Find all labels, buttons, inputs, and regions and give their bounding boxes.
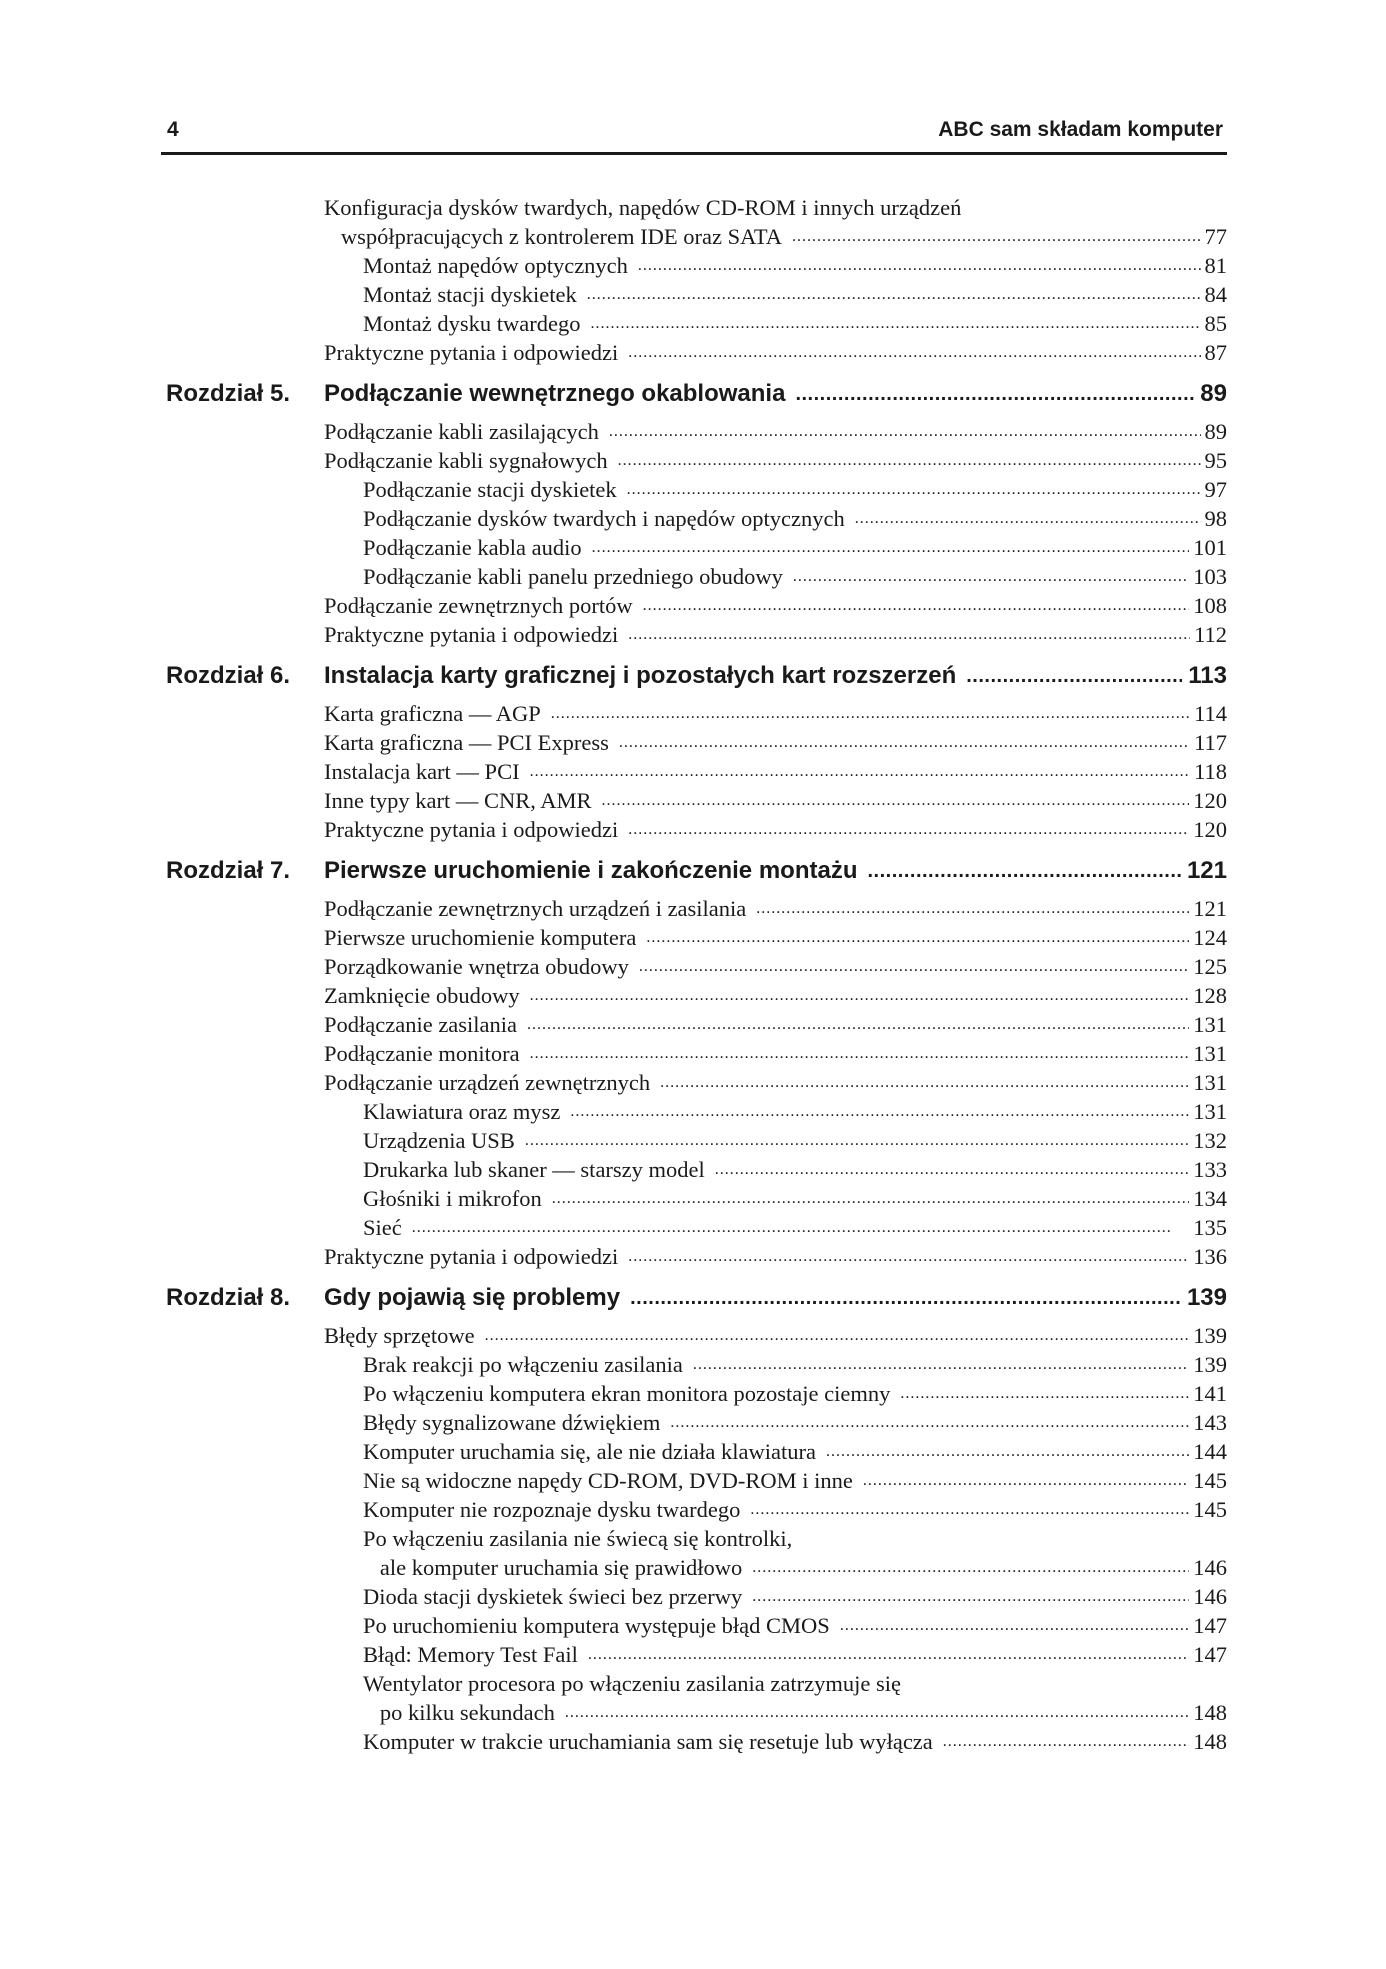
- entry-page-number: 143: [1193, 1410, 1227, 1435]
- toc-entry: [161, 591, 1227, 620]
- dot-leader: [693, 1350, 1189, 1379]
- entry-page-number: 139: [1186, 1284, 1227, 1311]
- entry-page-number: 131: [1193, 1012, 1227, 1037]
- entry-page-number: 139: [1193, 1323, 1227, 1348]
- entry-title: Po uruchomieniu komputera występuje błąd CMOS: [363, 1613, 830, 1638]
- toc-entry: [161, 894, 1227, 923]
- toc-entry: [161, 1213, 1227, 1242]
- toc-entry: [161, 562, 1227, 591]
- toc-entry: [161, 1126, 1227, 1155]
- dot-leader: [660, 1068, 1189, 1097]
- entry-title: Praktyczne pytania i odpowiedzi: [324, 1244, 619, 1269]
- entry-page-number: 87: [1204, 340, 1227, 365]
- entry-title: Podłączanie kabla audio: [363, 535, 582, 560]
- entry-title: Montaż stacji dyskietek: [363, 282, 577, 307]
- toc-entry: [161, 1698, 1227, 1727]
- dot-leader: [628, 620, 1190, 649]
- entry-title: Podłączanie dysków twardych i napędów optycznych: [363, 506, 845, 531]
- dot-leader: [750, 1495, 1189, 1524]
- entry-title: Podłączanie kabli sygnałowych: [324, 448, 608, 473]
- toc-entry: [161, 1640, 1227, 1669]
- entry-page-number: 108: [1193, 593, 1227, 618]
- entry-title: Konfiguracja dysków twardych, napędów CD-ROM i innych urządzeń: [324, 195, 962, 220]
- toc-entry: [161, 1495, 1227, 1524]
- dot-leader: [485, 1321, 1190, 1350]
- entry-page-number: 112: [1194, 622, 1227, 647]
- toc-entry: [161, 981, 1227, 1010]
- entry-page-number: 131: [1193, 1099, 1227, 1124]
- toc-entry: [161, 1010, 1227, 1039]
- entry-title: Głośniki i mikrofon: [363, 1186, 542, 1211]
- entry-page-number: 148: [1193, 1700, 1227, 1725]
- entry-title: Praktyczne pytania i odpowiedzi: [324, 622, 619, 647]
- entry-page-number: 135: [1193, 1215, 1227, 1240]
- entry-title: Podłączanie zasilania: [324, 1012, 518, 1037]
- entry-page-number: 121: [1193, 896, 1227, 921]
- dot-leader: [756, 894, 1189, 923]
- dot-leader: [551, 699, 1190, 728]
- table-of-contents: [161, 193, 1227, 1756]
- entry-title: Podłączanie zewnętrznych urządzeń i zasilania: [324, 896, 747, 921]
- entry-page-number: 132: [1193, 1128, 1227, 1153]
- entry-page-number: 120: [1193, 788, 1227, 813]
- dot-leader: [530, 757, 1191, 786]
- dot-leader: [619, 728, 1190, 757]
- entry-title: Błąd: Memory Test Fail: [363, 1642, 578, 1667]
- entry-page-number: 145: [1193, 1468, 1227, 1493]
- dot-leader: [752, 1553, 1189, 1582]
- toc-entry: [161, 786, 1227, 815]
- entry-title: Klawiatura oraz mysz: [363, 1099, 561, 1124]
- entry-title: Karta graficzna — PCI Express: [324, 730, 609, 755]
- toc-entry: [161, 1408, 1227, 1437]
- toc-entry: [161, 338, 1227, 367]
- dot-leader: [570, 1097, 1189, 1126]
- entry-page-number: 103: [1193, 564, 1227, 589]
- entry-title: Podłączanie urządzeń zewnętrznych: [324, 1070, 651, 1095]
- dot-leader: [855, 504, 1201, 533]
- toc-entry: [161, 952, 1227, 981]
- toc-entry: [161, 1437, 1227, 1466]
- toc-entry: [161, 193, 1227, 222]
- entry-title: Inne typy kart — CNR, AMR: [324, 788, 592, 813]
- dot-leader: [795, 371, 1194, 417]
- entry-title: Nie są widoczne napędy CD-ROM, DVD-ROM i inne: [363, 1468, 853, 1493]
- entry-title: Błędy sprzętowe: [324, 1323, 475, 1348]
- toc-entry: [161, 280, 1227, 309]
- entry-page-number: 144: [1193, 1439, 1227, 1464]
- entry-page-number: 81: [1204, 253, 1227, 278]
- entry-page-number: 128: [1193, 983, 1227, 1008]
- dot-leader: [587, 280, 1201, 309]
- chapter-label: Rozdział 5.: [166, 380, 291, 407]
- entry-page-number: 131: [1193, 1070, 1227, 1095]
- entry-title: ale komputer uruchamia się prawidłowo: [363, 1555, 743, 1580]
- dot-leader: [627, 475, 1201, 504]
- toc-entry: [161, 1097, 1227, 1126]
- entry-page-number: 120: [1193, 817, 1227, 842]
- dot-leader: [592, 533, 1190, 562]
- toc-entry: [161, 475, 1227, 504]
- toc-entry: [161, 446, 1227, 475]
- book-title: ABC sam składam komputer: [938, 118, 1223, 141]
- dot-leader: [646, 923, 1189, 952]
- entry-page-number: 89: [1200, 380, 1227, 407]
- toc-entry: [161, 533, 1227, 562]
- toc-entry: [161, 757, 1227, 786]
- entry-page-number: 136: [1193, 1244, 1227, 1269]
- entry-title: Dioda stacji dyskietek świeci bez przerwy: [363, 1584, 743, 1609]
- dot-leader: [670, 1408, 1189, 1437]
- toc-entry: [161, 504, 1227, 533]
- dot-leader: [643, 591, 1190, 620]
- chapter-label: Rozdział 8.: [166, 1284, 291, 1311]
- toc-entry: [161, 815, 1227, 844]
- dot-leader: [609, 417, 1201, 446]
- entry-page-number: 124: [1193, 925, 1227, 950]
- toc-entry: [161, 1553, 1227, 1582]
- dot-leader: [530, 1039, 1190, 1068]
- dot-leader: [966, 653, 1182, 699]
- toc-entry: [161, 222, 1227, 251]
- entry-page-number: 121: [1186, 857, 1227, 884]
- entry-title: współpracujących z kontrolerem IDE oraz SATA: [324, 224, 783, 249]
- chapter-label: Rozdział 7.: [166, 857, 291, 884]
- entry-page-number: 131: [1193, 1041, 1227, 1066]
- toc-entry: [161, 1727, 1227, 1756]
- toc-entry: [161, 251, 1227, 280]
- toc-entry: [161, 1524, 1227, 1553]
- entry-page-number: 113: [1188, 662, 1227, 689]
- dot-leader: [527, 1010, 1189, 1039]
- entry-page-number: 146: [1193, 1584, 1227, 1609]
- toc-entry: [161, 417, 1227, 446]
- dot-leader: [840, 1611, 1189, 1640]
- entry-title: Podłączanie wewnętrznego okablowania: [324, 380, 786, 407]
- dot-leader: [628, 1242, 1189, 1271]
- entry-page-number: 117: [1194, 730, 1227, 755]
- entry-title: Komputer w trakcie uruchamiania sam się resetuje lub wyłącza: [363, 1729, 933, 1754]
- dot-leader: [638, 251, 1201, 280]
- entry-page-number: 145: [1193, 1497, 1227, 1522]
- entry-page-number: 77: [1204, 224, 1227, 249]
- dot-leader: [628, 338, 1200, 367]
- entry-title: Praktyczne pytania i odpowiedzi: [324, 817, 619, 842]
- dot-leader: [900, 1379, 1189, 1408]
- toc-entry: [161, 1184, 1227, 1213]
- toc-entry: [161, 1466, 1227, 1495]
- entry-page-number: 114: [1194, 701, 1227, 726]
- entry-page-number: 97: [1204, 477, 1227, 502]
- entry-title: Drukarka lub skaner — starszy model: [363, 1157, 705, 1182]
- entry-page-number: 139: [1193, 1352, 1227, 1377]
- entry-title: Komputer nie rozpoznaje dysku twardego: [363, 1497, 741, 1522]
- toc-entry: [161, 1321, 1227, 1350]
- entry-title: Montaż dysku twardego: [363, 311, 581, 336]
- entry-page-number: 85: [1204, 311, 1227, 336]
- entry-page-number: 147: [1193, 1642, 1227, 1667]
- entry-title: Gdy pojawią się problemy: [324, 1284, 621, 1311]
- toc-entry: [161, 1242, 1227, 1271]
- entry-title: Po włączeniu komputera ekran monitora pozostaje ciemny: [363, 1381, 891, 1406]
- toc-entry: [161, 1068, 1227, 1097]
- dot-leader: [588, 1640, 1189, 1669]
- entry-page-number: 134: [1193, 1186, 1227, 1211]
- entry-page-number: 118: [1194, 759, 1227, 784]
- entry-title: po kilku sekundach: [363, 1700, 555, 1725]
- dot-leader: [943, 1727, 1189, 1756]
- entry-page-number: 98: [1204, 506, 1227, 531]
- toc-chapter-heading: [161, 1275, 1227, 1321]
- dot-leader: [602, 786, 1190, 815]
- entry-page-number: 147: [1193, 1613, 1227, 1638]
- dot-leader: [618, 446, 1201, 475]
- running-header: [161, 116, 1227, 155]
- entry-page-number: 146: [1193, 1555, 1227, 1580]
- entry-title: Podłączanie monitora: [324, 1041, 520, 1066]
- entry-page-number: 89: [1204, 419, 1227, 444]
- dot-leader: [793, 562, 1189, 591]
- toc-chapter-heading: [161, 848, 1227, 894]
- dot-leader: [412, 1213, 1190, 1242]
- dot-leader: [863, 1466, 1189, 1495]
- entry-title: Pierwsze uruchomienie i zakończenie montażu: [324, 857, 858, 884]
- toc-entry: [161, 1379, 1227, 1408]
- chapter-label: Rozdział 6.: [166, 662, 291, 689]
- toc-entry: [161, 923, 1227, 952]
- entry-page-number: 84: [1204, 282, 1227, 307]
- entry-title: Urządzenia USB: [363, 1128, 515, 1153]
- entry-title: Karta graficzna — AGP: [324, 701, 541, 726]
- entry-page-number: 125: [1193, 954, 1227, 979]
- dot-leader: [530, 981, 1190, 1010]
- entry-title: Sieć: [363, 1215, 402, 1240]
- entry-title: Zamknięcie obudowy: [324, 983, 520, 1008]
- entry-title: Po włączeniu zasilania nie świecą się kontrolki,: [363, 1526, 793, 1551]
- dot-leader: [867, 848, 1180, 894]
- toc-entry: [161, 1582, 1227, 1611]
- entry-title: Porządkowanie wnętrza obudowy: [324, 954, 629, 979]
- entry-page-number: 141: [1193, 1381, 1227, 1406]
- entry-title: Instalacja kart — PCI: [324, 759, 520, 784]
- toc-entry: [161, 1669, 1227, 1698]
- page-number: 4: [167, 118, 179, 141]
- dot-leader: [715, 1155, 1189, 1184]
- entry-title: Błędy sygnalizowane dźwiękiem: [363, 1410, 661, 1435]
- entry-title: Brak reakcji po włączeniu zasilania: [363, 1352, 683, 1377]
- entry-title: Montaż napędów optycznych: [363, 253, 628, 278]
- dot-leader: [552, 1184, 1190, 1213]
- dot-leader: [590, 309, 1200, 338]
- entry-page-number: 95: [1204, 448, 1227, 473]
- toc-entry: [161, 1611, 1227, 1640]
- dot-leader: [565, 1698, 1189, 1727]
- dot-leader: [826, 1437, 1189, 1466]
- toc-entry: [161, 309, 1227, 338]
- dot-leader: [792, 222, 1200, 251]
- entry-title: Komputer uruchamia się, ale nie działa klawiatura: [363, 1439, 816, 1464]
- dot-leader: [639, 952, 1189, 981]
- dot-leader: [630, 1275, 1181, 1321]
- entry-page-number: 101: [1193, 535, 1227, 560]
- entry-title: Podłączanie kabli zasilających: [324, 419, 599, 444]
- entry-title: Podłączanie zewnętrznych portów: [324, 593, 633, 618]
- entry-title: Wentylator procesora po włączeniu zasilania zatrzymuje się: [363, 1671, 901, 1696]
- toc-entry: [161, 728, 1227, 757]
- toc-entry: [161, 1350, 1227, 1379]
- entry-title: Podłączanie kabli panelu przedniego obudowy: [363, 564, 783, 589]
- toc-chapter-heading: [161, 371, 1227, 417]
- toc-entry: [161, 1155, 1227, 1184]
- dot-leader: [525, 1126, 1189, 1155]
- toc-chapter-heading: [161, 653, 1227, 699]
- dot-leader: [628, 815, 1189, 844]
- toc-entry: [161, 620, 1227, 649]
- entry-page-number: 133: [1193, 1157, 1227, 1182]
- toc-entry: [161, 699, 1227, 728]
- entry-title: Podłączanie stacji dyskietek: [363, 477, 617, 502]
- entry-title: Pierwsze uruchomienie komputera: [324, 925, 637, 950]
- toc-entry: [161, 1039, 1227, 1068]
- entry-page-number: 148: [1193, 1729, 1227, 1754]
- dot-leader: [752, 1582, 1189, 1611]
- entry-title: Praktyczne pytania i odpowiedzi: [324, 340, 619, 365]
- entry-title: Instalacja karty graficznej i pozostałych kart rozszerzeń: [324, 662, 957, 689]
